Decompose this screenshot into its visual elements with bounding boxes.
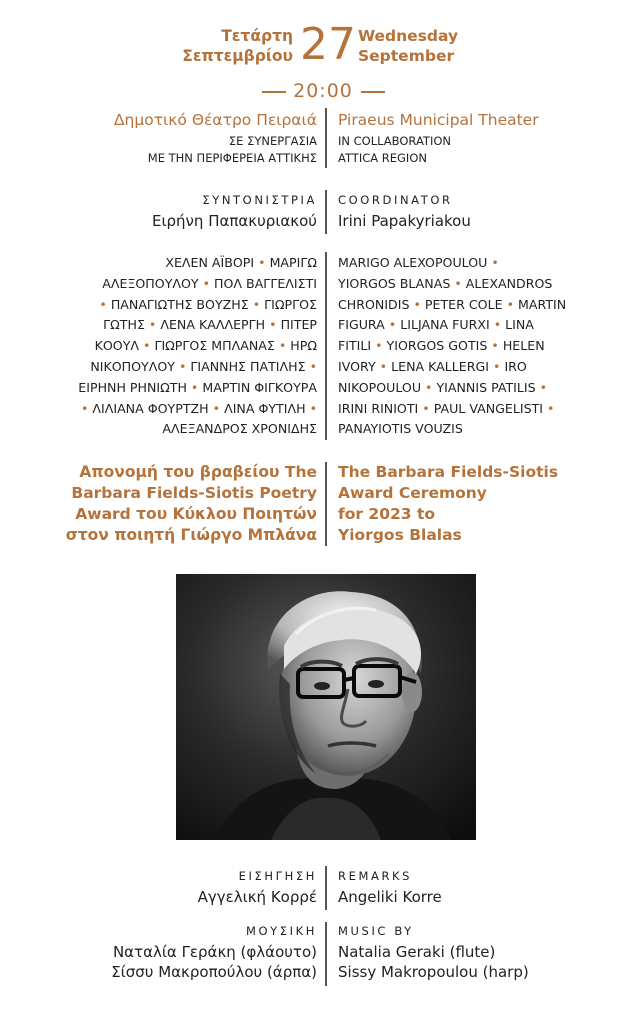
music-line2-english: Sissy Makropoulou (harp) (338, 963, 529, 981)
time-row (0, 80, 637, 102)
divider-music (325, 922, 327, 986)
award-line-english: Yiorgos Blalas (338, 526, 462, 544)
award-line-greek: Απονομή του βραβείου The (79, 463, 317, 481)
participant-line-greek: ΧΕΛΕΝ ΑΪΒΟΡΙ • ΜΑΡΙΓΩ (165, 255, 317, 270)
coordinator-name-greek: Ειρήνη Παπακυριακού (151, 212, 317, 230)
day-greek: Τετάρτη (221, 27, 293, 45)
month-english: September (358, 47, 455, 65)
divider-award (325, 462, 327, 546)
remarks-greek (198, 868, 317, 907)
venue-name-greek: Δημοτικό Θέατρο Πειραιά (113, 111, 317, 129)
event-time: 20:00 (293, 80, 353, 102)
collab-greek-line2: ΜΕ ΤΗΝ ΠΕΡΙΦΕΡΕΙΑ ΑΤΤΙΚΗΣ (147, 151, 317, 165)
month-greek: Σεπτεμβρίου (182, 47, 293, 65)
award-english (338, 462, 558, 546)
participant-line-greek: ΑΛΕΞΑΝΔΡΟΣ ΧΡΟΝΙΔΗΣ (162, 421, 317, 437)
portrait-illustration (176, 574, 476, 840)
participant-line-greek: ΓΩΤΗΣ • ΛΕΝΑ ΚΑΛΛΕΡΓΗ • ΠΙΤΕΡ (103, 317, 317, 333)
participant-line-greek: ΝΙΚΟΠΟΥΛΟΥ • ΓΙΑΝΝΗΣ ΠΑΤΙΛΗΣ • (90, 358, 317, 374)
remarks-label-greek: ΕΙΣΗΓΗΣΗ (238, 869, 317, 883)
divider-coordinator (325, 190, 327, 234)
coordinator-greek (152, 192, 317, 231)
participants-greek (77, 253, 317, 440)
award-line-greek: Barbara Fields-Siotis Poetry (71, 484, 317, 502)
music-label-greek: ΜΟΥΣΙΚΗ (245, 924, 317, 938)
remarks-name-english: Angeliki Korre (338, 888, 442, 906)
coordinator-english (338, 192, 471, 231)
divider-participants (325, 252, 327, 440)
venue-greek (114, 110, 317, 167)
time-rule-left (262, 91, 286, 93)
music-line2-greek: Σίσσυ Μακροπούλου (άρπα) (111, 963, 317, 981)
coordinator-label-greek: ΣΥΝΤΟΝΙΣΤΡΙΑ (202, 193, 317, 207)
music-label-english: MUSIC BY (338, 924, 414, 938)
remarks-english (338, 868, 442, 907)
participant-line-english: FITILI • YIORGOS GOTIS • HELEN (338, 338, 545, 354)
remarks-label-english: REMARKS (338, 869, 413, 883)
participant-line-greek: ΚΟΟΥΛ • ΓΙΩΡΓΟΣ ΜΠΛΑΝΑΣ • ΗΡΩ (94, 338, 317, 354)
divider-remarks (325, 866, 327, 910)
poet-portrait-photo (176, 574, 476, 840)
remarks-name-greek: Αγγελική Κορρέ (197, 888, 317, 906)
participant-line-english: IVORY • LENA KALLERGI • IRO (338, 358, 527, 374)
participant-line-greek: • ΛΙΛΙΑΝΑ ΦΟΥΡΤΖΗ • ΛΙΝΑ ΦΥΤΙΛΗ • (80, 400, 317, 416)
participants-english (338, 253, 578, 440)
award-line-english: for 2023 to (338, 505, 436, 523)
collab-english-line1: IN COLLABORATION (338, 134, 451, 148)
date-greek (182, 26, 293, 66)
venue-english (338, 110, 539, 167)
participant-line-greek: • ΠΑΝΑΓΙΩΤΗΣ ΒΟΥΖΗΣ • ΓΙΩΡΓΟΣ (99, 296, 317, 312)
participant-line-english: YIORGOS BLANAS • ALEXANDROS (338, 275, 553, 291)
participant-line-english: PANAYIOTIS VOUZIS (338, 421, 463, 437)
date-english (358, 26, 458, 66)
participant-line-english: FIGURA • LILJANA FURXI • LINA (338, 317, 534, 333)
coordinator-name-english: Irini Papakyriakou (338, 212, 471, 230)
award-line-english: Award Ceremony (338, 484, 487, 502)
music-line1-greek: Ναταλία Γεράκη (φλάουτο) (112, 943, 317, 961)
participant-line-english: MARIGO ALEXOPOULOU • (338, 255, 499, 270)
music-english (338, 923, 529, 982)
time-rule-right (361, 91, 385, 93)
collab-english-line2: ATTICA REGION (338, 151, 427, 165)
participant-line-greek: ΑΛΕΞΟΠΟΥΛΟΥ • ΠΟΛ ΒΑΓΓΕΛΙΣΤΙ (102, 275, 317, 291)
music-line1-english: Natalia Geraki (flute) (338, 943, 496, 961)
collab-greek-line1: ΣΕ ΣΥΝΕΡΓΑΣΙΑ (228, 134, 317, 148)
award-line-greek: στον ποιητή Γιώργο Μπλάνα (65, 526, 317, 544)
day-english: Wednesday (358, 27, 459, 45)
award-greek (66, 462, 317, 546)
participant-line-english: NIKOPOULOU • YIANNIS PATILIS • (338, 379, 548, 395)
coordinator-label-english: COORDINATOR (338, 193, 453, 207)
day-number: 27 (300, 19, 356, 70)
music-greek (111, 923, 317, 982)
divider-venue (325, 108, 327, 168)
award-line-english: The Barbara Fields-Siotis (338, 463, 559, 481)
participant-line-english: IRINI RINIOTI • PAUL VANGELISTI • (338, 400, 555, 416)
venue-name-english: Piraeus Municipal Theater (338, 111, 539, 129)
participant-line-greek: ΕΙΡΗΝΗ ΡΗΝΙΩΤΗ • ΜΑΡΤΙΝ ΦΙΓΚΟΥΡΑ (78, 379, 317, 395)
award-line-greek: Award του Κύκλου Ποιητών (75, 505, 317, 523)
participant-line-english: CHRONIDIS • PETER COLE • MARTIN (338, 296, 567, 312)
